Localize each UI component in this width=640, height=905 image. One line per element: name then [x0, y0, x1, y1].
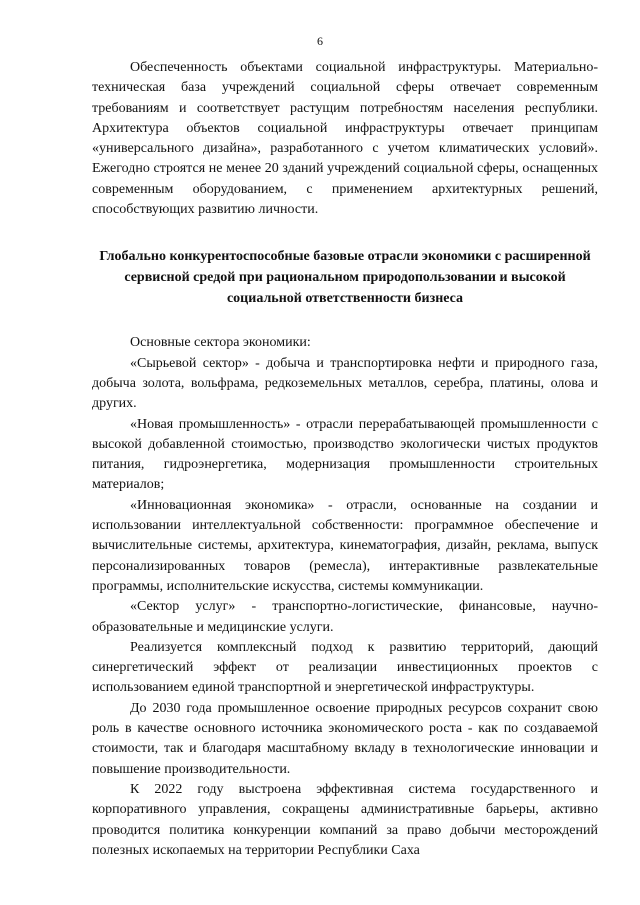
page-content	[92, 58, 598, 861]
intro-paragraph: Обеспеченность объектами социальной инфраструктуры. Материально-техническая база учреждений социальной сферы отвечает современным требованиям и соответствует растущим потребностям населения республики. Архитектура объектов социальной инфраструктуры отвечает принципам «универсального дизайна», разработанного с учетом климатических условий». Ежегодно строятся не менее 20 зданий учреждений социальной сферы, оснащенных современным оборудованием, с применением архитектурных решений, способствующих развитию личности.	[92, 60, 598, 218]
page-number: 6	[317, 34, 323, 48]
paragraph-2022-governance: К 2022 году выстроена эффективная система государственного и корпоративного управления, сокращены административные барьеры, активно проводится политика конкуренции компаний за право добычи месторождений полезных ископаемых на территории Республики Саха	[92, 781, 598, 858]
section-heading: Глобально конкурентоспособные базовые отрасли экономики с расширенной сервисной средой при рациональном природопользовании и высокой социальной ответственности бизнеса	[99, 249, 591, 307]
sector-services: «Сектор услуг» - транспортно-логистические, финансовые, научно-образовательные и медицинские услуги.	[92, 599, 598, 635]
sectors-intro: Основные сектора экономики:	[130, 335, 311, 351]
sector-raw-materials: «Сырьевой сектор» - добыча и транспортировка нефти и природного газа, добыча золота, вольфрама, редкоземельных металлов, серебра, платины, олова и других.	[92, 355, 598, 412]
paragraph-integrated-approach: Реализуется комплексный подход к развитию территорий, дающий синергетический эффект от реализации инвестиционных проектов с использованием единой транспортной и энергетической инфраструктуры.	[92, 639, 598, 696]
sector-innovative-economy: «Инновационная экономика» - отрасли, основанные на создании и использовании интеллектуальной собственности: программное обеспечение и вычислительные системы, архитектура, кинематография, дизайн, реклама, выпуск персонализированных товаров (ремесла), интерактивные развлекательные программы, исполнительские искусства, системы коммуникации.	[92, 497, 598, 594]
paragraph-2030-outlook: До 2030 года промышленное освоение природных ресурсов сохранит свою роль в качестве основного источника экономического роста - как по создаваемой стоимости, так и благодаря масштабному вкладу в технологические инновации и повышение производительности.	[92, 700, 598, 777]
sector-new-industry: «Новая промышленность» - отрасли перерабатывающей промышленности с высокой добавленной стоимостью, производство экологически чистых продуктов питания, гидроэнергетика, модернизация промышленности строительных материалов;	[92, 416, 598, 493]
